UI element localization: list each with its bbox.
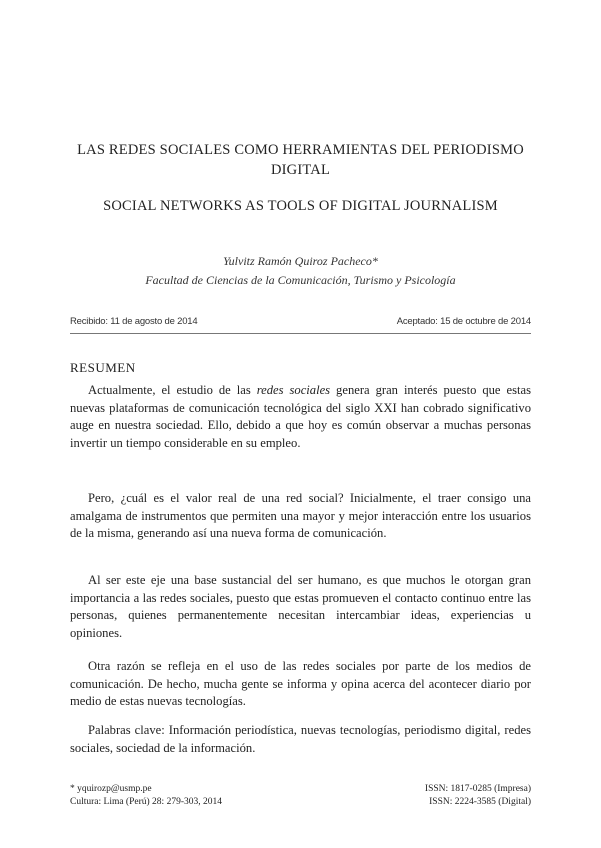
abstract-heading: RESUMEN [70, 360, 136, 375]
header-divider [70, 333, 531, 334]
issn-digital: ISSN: 2224-3585 (Digital) [429, 797, 531, 807]
accepted-date: Aceptado: 15 de octubre de 2014 [396, 316, 531, 327]
journal-citation: Cultura: Lima (Perú) 28: 279-303, 2014 [70, 797, 222, 807]
author-name: Yulvitz Ramón Quiroz Pacheco* [223, 254, 378, 268]
abstract-paragraph-3: Al ser este eje una base sustancial del ser humano, es que muchos le otorgan gran importancia a las redes sociales, puesto que estas promueven el contacto continuo entre las personas, quienes permanentemente necesitan intercambiar ideas, experiencias u opiniones. [70, 573, 531, 640]
keywords-paragraph: Palabras clave: Información periodística, nuevas tecnologías, periodismo digital, redes sociales, sociedad de la información. [70, 723, 531, 755]
abstract-paragraph-4: Otra razón se refleja en el uso de las redes sociales por parte de los medios de comunicación. De hecho, mucha gente se informa y opina acerca del acontecer diario por medio de estas nuevas tecnologías. [70, 659, 531, 709]
abstract-p1-emphasis: redes sociales [256, 383, 331, 397]
footer-right [425, 783, 531, 809]
abstract-paragraph-1 [70, 382, 531, 452]
article-title-spanish: LAS REDES SOCIALES COMO HERRAMIENTAS DEL PERIODISMO DIGITAL [77, 142, 524, 178]
received-date: Recibido: 11 de agosto de 2014 [70, 316, 198, 327]
abstract-paragraph-2: Pero, ¿cuál es el valor real de una red social? Inicialmente, el traer consigo una amalgama de instrumentos que permiten una mayor y mejor interacción entre los usuarios de la misma, generando así una nueva forma de comunicación. [70, 491, 531, 541]
author-email: * yquirozp@usmp.pe [70, 784, 152, 794]
abstract-p1-start: Actualmente, el estudio de las [88, 383, 257, 397]
article-title-english: SOCIAL NETWORKS AS TOOLS OF DIGITAL JOURNALISM [103, 198, 498, 214]
author-affiliation: Facultad de Ciencias de la Comunicación, Turismo y Psicología [145, 273, 456, 287]
footer-left [70, 783, 222, 809]
issn-print: ISSN: 1817-0285 (Impresa) [424, 784, 531, 794]
abstract-p1-rest: genera gran interés puesto que estas nuevas plataformas de comunicación tecnológica del siglo XXI han cobrado significativo auge en nuestra sociedad. Ello, debido a que hoy es común observar a muchas personas invertir un tiempo considerable en su empleo. [70, 383, 531, 450]
